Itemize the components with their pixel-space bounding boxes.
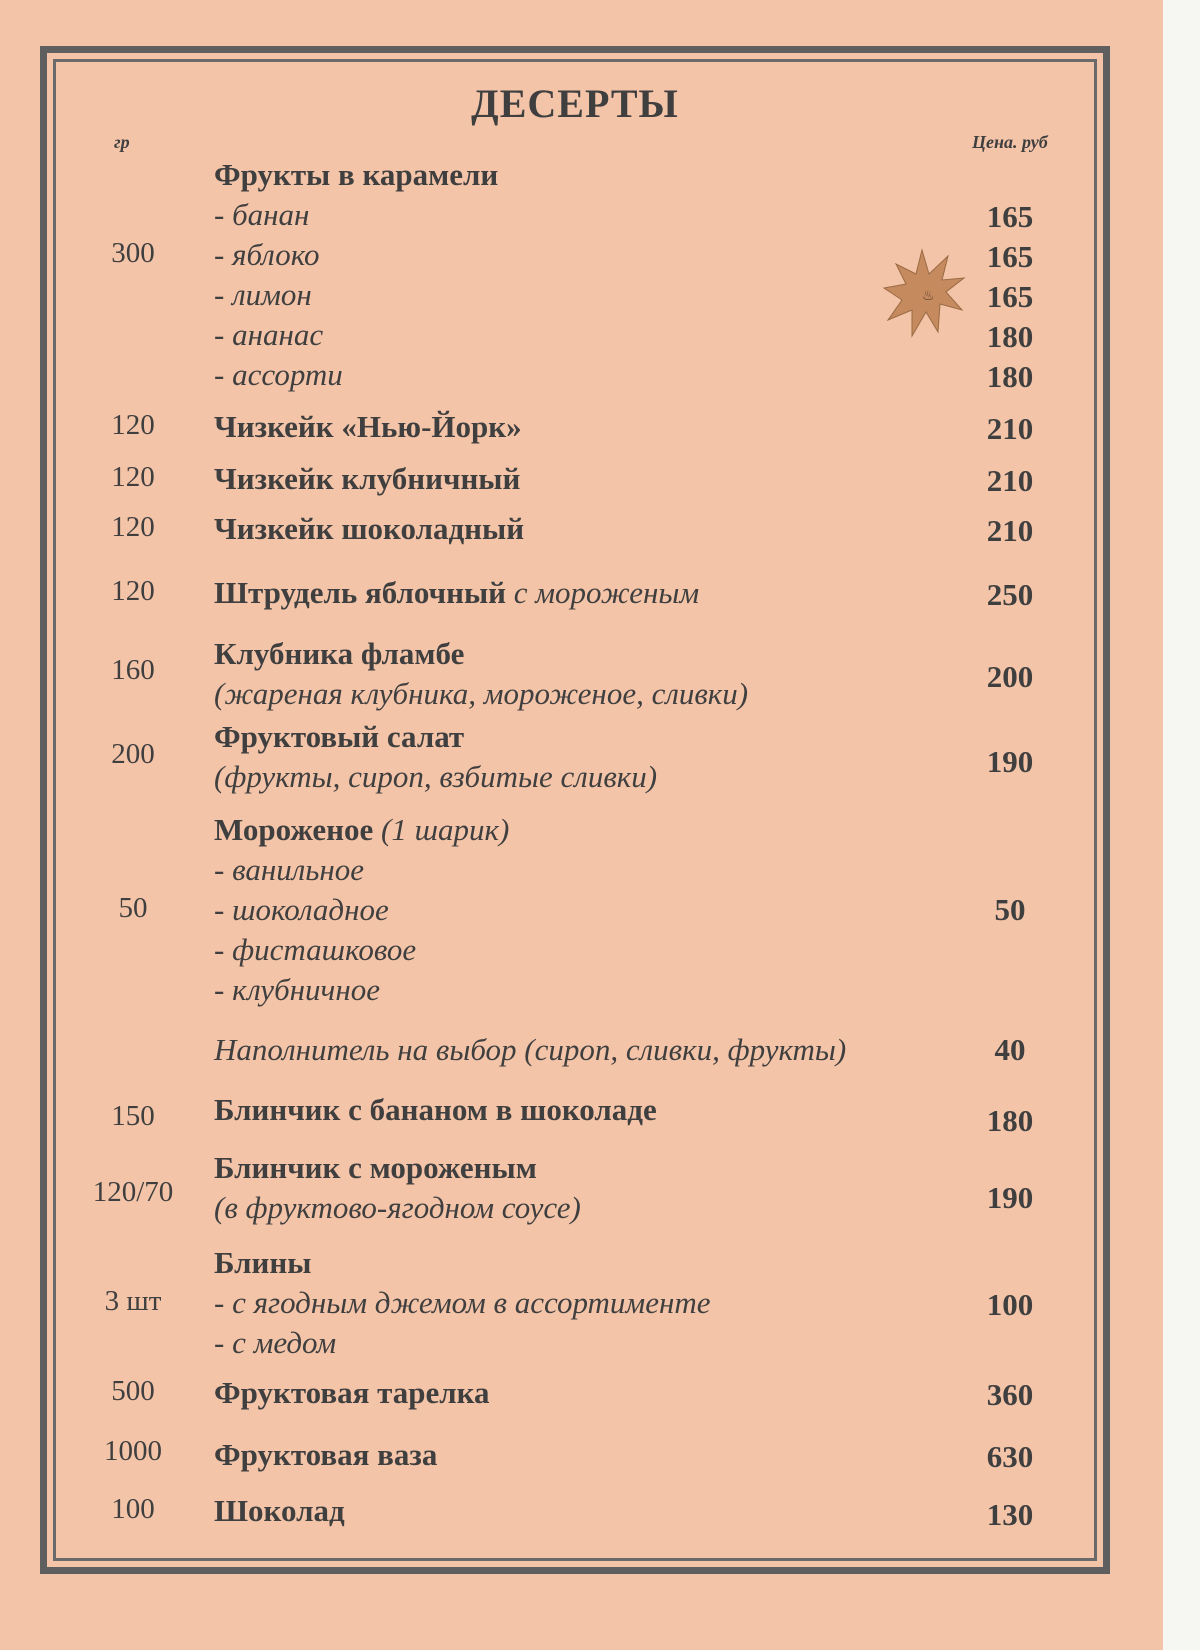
item-price: 165 bbox=[986, 279, 1034, 314]
weight-column-header: гр bbox=[114, 132, 130, 152]
item-price: 200 bbox=[986, 659, 1034, 694]
item-price: 210 bbox=[986, 463, 1034, 498]
item-description: (жареная клубника, мороженое, сливки) bbox=[214, 676, 749, 711]
item-price: 165 bbox=[986, 199, 1034, 234]
item-price: 180 bbox=[986, 319, 1034, 354]
item-name: Фрукты в карамели bbox=[214, 157, 499, 192]
item-name: Блинчик с бананом в шоколаде bbox=[214, 1092, 657, 1127]
item-name: Фруктовая ваза bbox=[214, 1437, 438, 1472]
item-name: Шоколад bbox=[214, 1493, 345, 1528]
item-price: 180 bbox=[986, 359, 1034, 394]
item-option: - ананас bbox=[214, 317, 324, 352]
starburst-icon bbox=[882, 248, 966, 340]
item-price: 165 bbox=[986, 239, 1034, 274]
item-description: (в фруктово-ягодном соусе) bbox=[214, 1190, 581, 1225]
item-option: - ванильное bbox=[214, 852, 364, 887]
item-option: - с ягодным джемом в ассортименте bbox=[214, 1285, 711, 1320]
item-price: 630 bbox=[986, 1439, 1034, 1474]
item-weight: 150 bbox=[111, 1100, 155, 1132]
item-name-main: Штрудель яблочный bbox=[214, 575, 507, 610]
item-name-suffix: с мороженым bbox=[513, 575, 700, 610]
item-weight: 120 bbox=[111, 461, 155, 493]
item-weight: 50 bbox=[118, 892, 148, 924]
item-weight: 160 bbox=[111, 654, 155, 686]
item-name: Фруктовый салат bbox=[214, 719, 465, 754]
item-description: (фрукты, сироп, взбитые сливки) bbox=[214, 759, 658, 794]
item-weight: 1000 bbox=[104, 1435, 162, 1467]
item-option: - фисташковое bbox=[214, 932, 417, 967]
item-price: 210 bbox=[986, 513, 1034, 548]
item-price: 100 bbox=[986, 1287, 1034, 1322]
item-price: 210 bbox=[986, 411, 1034, 446]
item-weight: 300 bbox=[111, 237, 155, 269]
item-name: Наполнитель на выбор (сироп, сливки, фрукты) bbox=[214, 1032, 847, 1067]
item-weight: 500 bbox=[111, 1375, 155, 1407]
item-weight: 120 bbox=[111, 575, 155, 607]
item-weight: 3 шт bbox=[104, 1285, 162, 1317]
item-name: Блинчик с мороженым bbox=[214, 1150, 537, 1185]
item-name: Чизкейк клубничный bbox=[214, 461, 521, 496]
menu-title: ДЕСЕРТЫ bbox=[471, 81, 679, 126]
item-option: - ассорти bbox=[214, 357, 343, 392]
item-name: Чизкейк шоколадный bbox=[214, 511, 525, 546]
item-price: 190 bbox=[986, 744, 1034, 779]
item-name bbox=[214, 812, 509, 848]
item-weight: 100 bbox=[111, 1493, 155, 1525]
item-name: Блины bbox=[214, 1245, 312, 1280]
item-option: - яблоко bbox=[214, 237, 320, 272]
item-name: Чизкейк «Нью-Йорк» bbox=[214, 409, 522, 444]
item-price: 130 bbox=[986, 1497, 1034, 1532]
item-name: Клубника фламбе bbox=[214, 636, 465, 671]
scan-page-edge bbox=[1163, 0, 1200, 1650]
item-option: - шоколадное bbox=[214, 892, 389, 927]
item-name bbox=[214, 575, 699, 611]
item-price: 50 bbox=[994, 892, 1026, 927]
item-option: - лимон bbox=[214, 277, 312, 312]
svg-text:♨: ♨ bbox=[922, 288, 935, 304]
item-weight: 120 bbox=[111, 511, 155, 543]
item-weight: 200 bbox=[111, 738, 155, 770]
item-price: 360 bbox=[986, 1377, 1034, 1412]
item-price: 40 bbox=[994, 1032, 1026, 1067]
item-name-suffix: (1 шарик) bbox=[381, 812, 510, 847]
item-option: - с медом bbox=[214, 1325, 337, 1360]
item-option: - клубничное bbox=[214, 972, 380, 1007]
item-name-main: Мороженое bbox=[214, 812, 374, 847]
item-name: Фруктовая тарелка bbox=[214, 1375, 490, 1410]
price-column-header: Цена. руб bbox=[972, 132, 1048, 152]
item-weight: 120/70 bbox=[92, 1176, 174, 1208]
item-option: - банан bbox=[214, 197, 310, 232]
item-weight: 120 bbox=[111, 409, 155, 441]
item-price: 180 bbox=[986, 1103, 1034, 1138]
item-price: 250 bbox=[986, 577, 1034, 612]
item-price: 190 bbox=[986, 1180, 1034, 1215]
